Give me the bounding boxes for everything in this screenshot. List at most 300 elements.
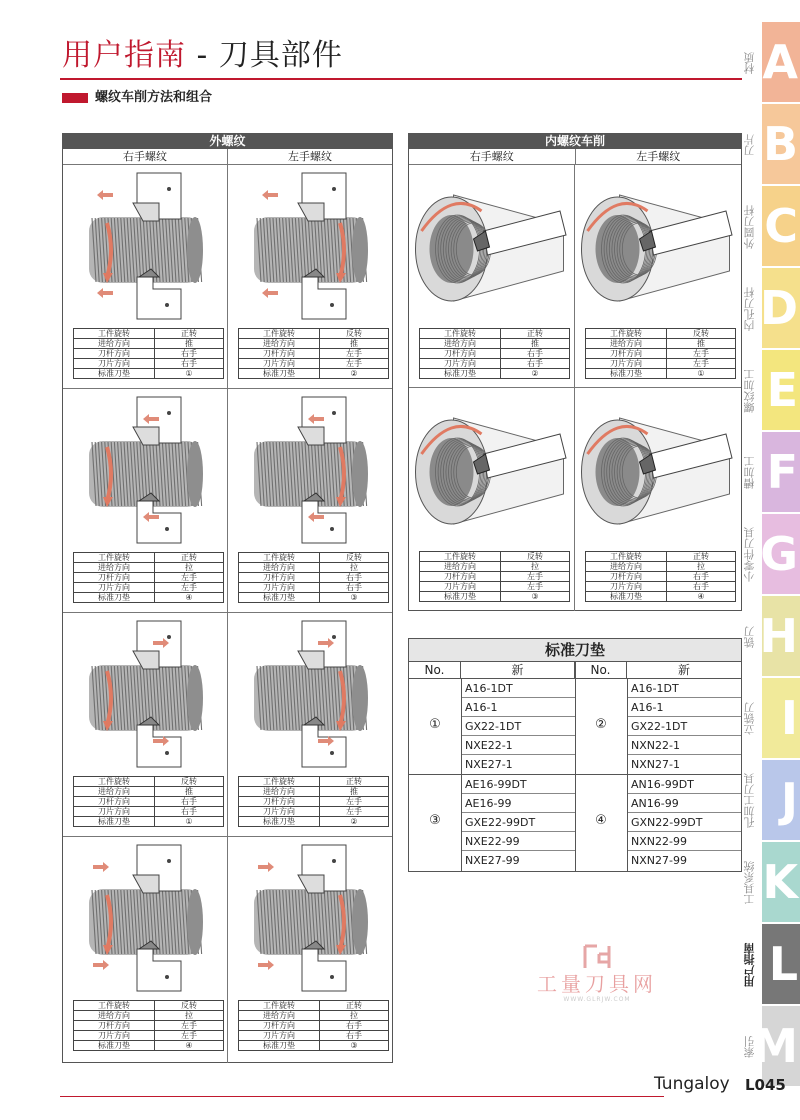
spec-row: [239, 807, 389, 817]
tab-label[interactable]: 孔加工刀具: [743, 773, 756, 829]
spec-row: [239, 593, 389, 603]
standard-shim-table: [408, 638, 742, 872]
spec-key: 刀片方向: [74, 359, 155, 369]
tab-letter: G: [760, 527, 798, 581]
spec-value: ②: [501, 369, 570, 379]
spec-row: [74, 777, 224, 787]
spec-row: [420, 562, 570, 572]
spec-value: 左手: [320, 797, 389, 807]
spec-value: ①: [155, 369, 224, 379]
tab-label[interactable]: 螺纹加工: [743, 369, 756, 413]
spec-key: 进给方向: [239, 339, 320, 349]
arrow-right-icon: [93, 862, 109, 872]
spec-value: ①: [667, 369, 736, 379]
shim-code: NXE22-1: [461, 736, 575, 755]
external-col-left: 左手螺纹: [227, 149, 392, 164]
tab-label[interactable]: 内孔刀杆: [743, 287, 756, 331]
spec-row: [74, 807, 224, 817]
tool-holder-icon: [133, 845, 181, 893]
spec-value: 推: [155, 787, 224, 797]
spec-value: 右手: [155, 797, 224, 807]
internal-case-3: [409, 388, 574, 611]
spec-row: [74, 553, 224, 563]
spec-key: 刀片方向: [420, 359, 501, 369]
spec-value: 左手: [320, 349, 389, 359]
external-thread-panel: [62, 133, 393, 1063]
spec-value: 正转: [320, 1001, 389, 1011]
spec-key: 刀杆方向: [239, 349, 320, 359]
spec-value: 推: [320, 339, 389, 349]
spec-value: 反转: [155, 1001, 224, 1011]
shim-code: GXN22-99DT: [627, 813, 741, 832]
spec-value: 正转: [320, 777, 389, 787]
spec-row: [239, 359, 389, 369]
tab-label[interactable]: 槽加工: [743, 456, 756, 490]
watermark-logo-icon: [577, 942, 617, 972]
tab-letter: F: [766, 445, 798, 499]
spec-value: 推: [501, 339, 570, 349]
spec-key: 刀杆方向: [239, 1021, 320, 1031]
footer-rule: [60, 1096, 664, 1097]
spec-row: [420, 339, 570, 349]
internal-thread-panel: [408, 133, 742, 611]
tab-label[interactable]: 立铣刀: [743, 702, 756, 736]
spec-table: [238, 552, 389, 603]
col-no-left: No.: [409, 661, 461, 679]
external-case-3: [63, 389, 227, 613]
spec-key: 刀杆方向: [586, 572, 667, 582]
external-thread-illustration: [63, 837, 227, 997]
spec-key: 标准刀垫: [74, 817, 155, 827]
internal-col-left: 左手螺纹: [575, 149, 742, 164]
section-marker: [62, 93, 88, 103]
tab-label[interactable]: 小零件刀具: [743, 527, 756, 583]
external-case-2: [228, 165, 392, 389]
index-tab-m[interactable]: [752, 1006, 800, 1086]
spec-value: 左手: [155, 1021, 224, 1031]
spec-value: 反转: [501, 552, 570, 562]
internal-thread-illustration: [409, 388, 574, 548]
spec-value: 左手: [667, 359, 736, 369]
internal-case-4: [575, 388, 740, 611]
spec-key: 刀杆方向: [74, 797, 155, 807]
tab-letter: B: [762, 117, 798, 171]
tab-letter: M: [752, 1019, 798, 1073]
spec-row: [239, 573, 389, 583]
shim-code: GX22-1DT: [627, 717, 741, 736]
spec-key: 标准刀垫: [74, 369, 155, 379]
spec-key: 工件旋转: [586, 329, 667, 339]
internal-thread-illustration: [575, 165, 740, 325]
spec-key: 标准刀垫: [74, 593, 155, 603]
index-tab-d[interactable]: [759, 268, 800, 348]
spec-value: 推: [320, 787, 389, 797]
internal-subhead: [409, 149, 741, 165]
shim-code: AN16-99DT: [627, 775, 741, 794]
spec-value: 左手: [667, 349, 736, 359]
spec-row: [74, 563, 224, 573]
internal-thread-illustration: [575, 388, 740, 548]
spec-table: [238, 776, 389, 827]
spec-value: 正转: [667, 552, 736, 562]
watermark-url: WWW.GLRJW.COM: [563, 996, 631, 1003]
shim-code: A16-1: [627, 698, 741, 717]
shim-code: NXN22-99: [627, 832, 741, 851]
external-thread-illustration: [63, 613, 227, 773]
shim-code: AE16-99DT: [461, 775, 575, 794]
title-rule: [60, 78, 742, 80]
spec-value: 正转: [155, 329, 224, 339]
spec-table: [73, 1000, 224, 1051]
shim-group-number: ③: [429, 813, 441, 828]
spec-row: [239, 563, 389, 573]
spec-key: 进给方向: [586, 339, 667, 349]
tab-letter: E: [766, 363, 798, 417]
spec-key: 进给方向: [74, 563, 155, 573]
tab-letter: J: [780, 773, 798, 827]
spec-row: [74, 1001, 224, 1011]
spec-value: 右手: [320, 583, 389, 593]
spec-row: [239, 777, 389, 787]
external-thread-illustration: [228, 389, 392, 549]
col-new-right: 新: [627, 661, 741, 679]
spec-row: [74, 1041, 224, 1051]
spec-key: 刀片方向: [74, 583, 155, 593]
spec-key: 标准刀垫: [586, 592, 667, 602]
external-thread-illustration: [228, 837, 392, 997]
spec-row: [74, 329, 224, 339]
page-number: L045: [745, 1076, 786, 1094]
spec-value: 右手: [667, 572, 736, 582]
tab-letter: K: [762, 855, 798, 909]
shim-group-number: ④: [595, 813, 607, 828]
arrow-left-icon: [97, 288, 113, 298]
row-divider: [409, 387, 741, 388]
shim-code: A16-1: [461, 698, 575, 717]
spec-key: 刀杆方向: [239, 573, 320, 583]
spec-key: 进给方向: [74, 787, 155, 797]
spec-key: 刀片方向: [239, 1031, 320, 1041]
spec-table: [238, 1000, 389, 1051]
spec-row: [239, 369, 389, 379]
spec-row: [586, 572, 736, 582]
shim-code: GX22-1DT: [461, 717, 575, 736]
spec-table: [73, 776, 224, 827]
spec-value: 右手: [155, 359, 224, 369]
index-tab-l[interactable]: [762, 924, 800, 1004]
spec-key: 标准刀垫: [420, 592, 501, 602]
spec-row: [74, 1011, 224, 1021]
arrow-left-icon: [262, 288, 278, 298]
shim-code: GXE22-99DT: [461, 813, 575, 832]
shim-code: NXE22-99: [461, 832, 575, 851]
index-tab-j[interactable]: [762, 760, 800, 840]
tool-holder-icon: [298, 845, 346, 893]
spec-table: [419, 328, 570, 379]
index-tab-c[interactable]: [762, 186, 800, 266]
tab-label[interactable]: 索引: [743, 1036, 756, 1058]
spec-row: [420, 572, 570, 582]
spec-value: 右手: [667, 582, 736, 592]
internal-panel-title: 内螺纹车削: [409, 134, 741, 149]
arrow-right-icon: [258, 960, 274, 970]
spec-row: [74, 1031, 224, 1041]
spec-row: [420, 592, 570, 602]
spec-key: 刀片方向: [586, 582, 667, 592]
spec-key: 刀片方向: [239, 359, 320, 369]
external-panel-title: 外螺纹: [63, 134, 392, 149]
internal-case-2: [575, 165, 740, 388]
shim-table-title: 标准刀垫: [409, 639, 741, 662]
spec-value: 推: [667, 339, 736, 349]
spec-key: 工件旋转: [74, 329, 155, 339]
spec-value: 反转: [320, 553, 389, 563]
external-case-6: [228, 613, 392, 837]
external-case-1: [63, 165, 227, 389]
spec-key: 刀杆方向: [420, 572, 501, 582]
spec-table: [73, 552, 224, 603]
spec-value: 反转: [320, 329, 389, 339]
spec-value: 左手: [155, 1031, 224, 1041]
spec-key: 工件旋转: [74, 553, 155, 563]
spec-value: 推: [155, 339, 224, 349]
spec-key: 工件旋转: [74, 777, 155, 787]
spec-key: 进给方向: [420, 562, 501, 572]
spec-table: [419, 551, 570, 602]
tab-label[interactable]: 材质: [743, 52, 756, 74]
spec-row: [420, 349, 570, 359]
spec-row: [74, 359, 224, 369]
index-tab-h[interactable]: [759, 596, 800, 676]
spec-row: [74, 1021, 224, 1031]
spec-value: 左手: [501, 572, 570, 582]
spec-row: [74, 583, 224, 593]
table-gridline: [461, 679, 462, 871]
spec-value: 左手: [320, 359, 389, 369]
spec-key: 标准刀垫: [239, 593, 320, 603]
tab-label[interactable]: 刀片: [743, 134, 756, 156]
tool-holder-icon: [133, 173, 181, 221]
tab-letter: A: [762, 35, 798, 89]
index-tab-i[interactable]: [762, 678, 800, 758]
tab-label[interactable]: 外圆刀杆: [743, 205, 756, 249]
spec-value: 左手: [320, 807, 389, 817]
spec-row: [74, 339, 224, 349]
tab-letter: L: [768, 937, 798, 991]
spec-row: [239, 583, 389, 593]
column-divider: [227, 165, 228, 1063]
column-divider: [574, 165, 575, 611]
spec-value: 右手: [155, 807, 224, 817]
spec-key: 进给方向: [239, 787, 320, 797]
table-gridline: [627, 679, 628, 871]
spec-row: [420, 582, 570, 592]
shim-code: NXE27-99: [465, 854, 520, 867]
spec-key: 刀杆方向: [74, 573, 155, 583]
spec-value: 拉: [155, 563, 224, 573]
tab-letter: C: [764, 199, 798, 253]
spec-value: 左手: [155, 583, 224, 593]
shim-group-number: ①: [429, 717, 441, 732]
spec-row: [239, 349, 389, 359]
spec-key: 工件旋转: [420, 552, 501, 562]
spec-row: [74, 573, 224, 583]
external-thread-illustration: [228, 165, 392, 325]
external-case-5: [63, 613, 227, 837]
spec-value: 正转: [501, 329, 570, 339]
spec-row: [586, 359, 736, 369]
spec-value: 右手: [501, 359, 570, 369]
shim-code: NXN27-1: [631, 758, 680, 771]
spec-row: [586, 592, 736, 602]
spec-value: 拉: [501, 562, 570, 572]
spec-row: [586, 369, 736, 379]
spec-value: 右手: [320, 1031, 389, 1041]
spec-row: [586, 582, 736, 592]
spec-key: 进给方向: [74, 1011, 155, 1021]
spec-row: [74, 349, 224, 359]
spec-row: [239, 787, 389, 797]
tab-label[interactable]: 铣刀: [743, 626, 756, 648]
spec-row: [239, 329, 389, 339]
external-thread-illustration: [63, 389, 227, 549]
internal-thread-illustration: [409, 165, 574, 325]
watermark-name: 工量刀具网: [537, 972, 657, 996]
spec-key: 刀杆方向: [239, 797, 320, 807]
spec-table: [73, 328, 224, 379]
spec-value: 拉: [155, 1011, 224, 1021]
spec-row: [586, 552, 736, 562]
tab-letter: D: [759, 281, 798, 335]
spec-key: 工件旋转: [239, 329, 320, 339]
spec-row: [420, 369, 570, 379]
shim-code: NXE27-1: [465, 758, 513, 771]
spec-value: ①: [155, 817, 224, 827]
spec-value: 右手: [320, 573, 389, 583]
spec-value: 左手: [501, 582, 570, 592]
spec-row: [586, 329, 736, 339]
spec-key: 工件旋转: [239, 553, 320, 563]
external-case-7: [63, 837, 227, 1061]
table-gridline: [409, 774, 741, 775]
shim-code: NXN27-99: [631, 854, 687, 867]
spec-value: ④: [155, 593, 224, 603]
spec-value: 右手: [155, 349, 224, 359]
spec-key: 进给方向: [420, 339, 501, 349]
index-tab-k[interactable]: [762, 842, 800, 922]
arrow-left-icon: [97, 190, 113, 200]
spec-key: 刀杆方向: [74, 349, 155, 359]
external-subhead: [63, 149, 392, 165]
spec-key: 工件旋转: [74, 1001, 155, 1011]
internal-case-1: [409, 165, 574, 388]
spec-key: 刀片方向: [420, 582, 501, 592]
spec-row: [586, 562, 736, 572]
spec-table: [238, 328, 389, 379]
spec-row: [239, 797, 389, 807]
spec-key: 刀片方向: [239, 583, 320, 593]
tab-label[interactable]: 工具系统: [743, 861, 756, 905]
spec-value: 正转: [155, 553, 224, 563]
spec-key: 标准刀垫: [239, 1041, 320, 1051]
tab-letter: I: [780, 691, 798, 745]
spec-key: 进给方向: [239, 563, 320, 573]
spec-key: 标准刀垫: [239, 817, 320, 827]
spec-row: [420, 359, 570, 369]
index-tab-g[interactable]: [762, 514, 800, 594]
spec-value: 拉: [320, 1011, 389, 1021]
spec-table: [585, 328, 736, 379]
col-new-left: 新: [461, 661, 575, 679]
shim-group-number: ②: [595, 717, 607, 732]
spec-key: 进给方向: [239, 1011, 320, 1021]
external-thread-illustration: [228, 613, 392, 773]
spec-row: [239, 1041, 389, 1051]
spec-row: [239, 817, 389, 827]
spec-value: 反转: [667, 329, 736, 339]
index-tab-f[interactable]: [762, 432, 800, 512]
watermark: [522, 942, 672, 1003]
spec-key: 进给方向: [74, 339, 155, 349]
spec-key: 标准刀垫: [74, 1041, 155, 1051]
spec-key: 标准刀垫: [420, 369, 501, 379]
spec-value: ④: [155, 1041, 224, 1051]
brand-name: Tungaloy: [654, 1074, 730, 1094]
spec-value: ②: [320, 369, 389, 379]
spec-key: 刀片方向: [74, 1031, 155, 1041]
spec-key: 刀片方向: [74, 807, 155, 817]
spec-key: 工件旋转: [420, 329, 501, 339]
spec-row: [239, 339, 389, 349]
spec-value: ④: [667, 592, 736, 602]
shim-code: AN16-99: [627, 794, 741, 813]
spec-value: ③: [320, 1041, 389, 1051]
spec-row: [239, 553, 389, 563]
external-thread-illustration: [63, 165, 227, 325]
arrow-right-icon: [93, 960, 109, 970]
index-tab-a[interactable]: [762, 22, 800, 102]
spec-key: 刀杆方向: [74, 1021, 155, 1031]
index-tab-b[interactable]: [762, 104, 800, 184]
internal-col-right: 右手螺纹: [469, 150, 514, 163]
spec-row: [239, 1021, 389, 1031]
spec-value: 拉: [667, 562, 736, 572]
spec-row: [74, 787, 224, 797]
page-title: 用户指南 - 刀具部件: [62, 38, 343, 73]
spec-row: [74, 593, 224, 603]
table-gridline: [575, 661, 576, 871]
index-tab-e[interactable]: [762, 350, 800, 430]
spec-key: 标准刀垫: [239, 369, 320, 379]
spec-value: 拉: [320, 563, 389, 573]
arrow-right-icon: [258, 862, 274, 872]
spec-value: 反转: [155, 777, 224, 787]
spec-key: 刀杆方向: [586, 349, 667, 359]
section-heading: 螺纹车削方法和组合: [95, 90, 213, 105]
spec-key: 工件旋转: [239, 777, 320, 787]
spec-key: 刀杆方向: [420, 349, 501, 359]
spec-value: 左手: [155, 573, 224, 583]
spec-row: [586, 339, 736, 349]
spec-row: [420, 329, 570, 339]
spec-row: [239, 1031, 389, 1041]
spec-row: [239, 1011, 389, 1021]
tool-holder-icon: [298, 173, 346, 221]
shim-code: A16-1DT: [461, 679, 575, 698]
tab-label[interactable]: 用户指南: [743, 943, 756, 987]
spec-key: 工件旋转: [586, 552, 667, 562]
spec-row: [74, 797, 224, 807]
